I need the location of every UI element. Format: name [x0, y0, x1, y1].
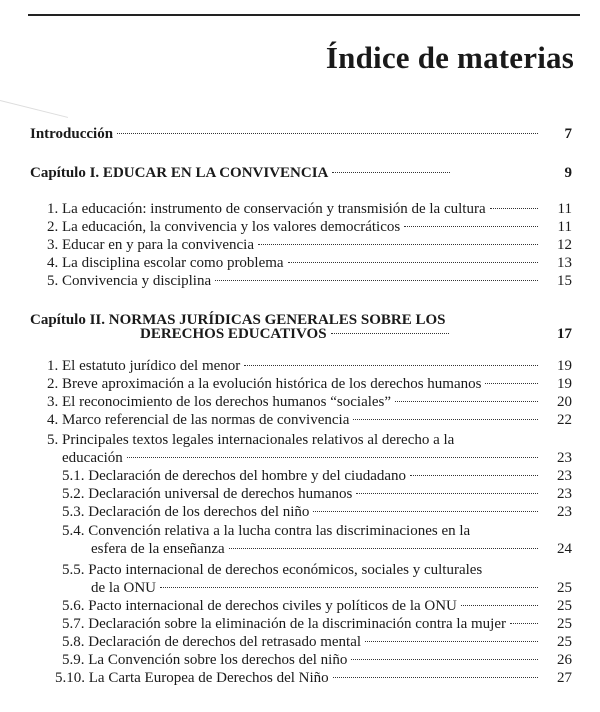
toc-entry-text: 5.3. Declaración de los derechos del niño — [62, 504, 310, 520]
leader-dots — [461, 605, 538, 606]
toc-entry[interactable] — [62, 597, 572, 616]
leader-dots — [127, 457, 538, 458]
leader-dots — [117, 133, 538, 134]
toc-entry-text: 1. El estatuto jurídico del menor — [47, 358, 241, 374]
toc-entry-line1: 5.5. Pacto internacional de derechos económicos, sociales y culturales — [62, 562, 483, 578]
toc-page-number: 26 — [557, 652, 572, 668]
toc-page-number: 24 — [557, 541, 572, 557]
leader-dots — [332, 172, 450, 173]
toc-page-number: 25 — [557, 598, 572, 614]
toc-entry-text: de la ONU — [91, 580, 156, 596]
toc-entry[interactable] — [62, 633, 572, 652]
toc-page-number: 15 — [557, 273, 572, 289]
leader-dots — [313, 511, 538, 512]
toc-page-number: 11 — [557, 219, 572, 235]
toc-page-number: 23 — [557, 504, 572, 520]
leader-dots — [288, 262, 538, 263]
toc-entry-capitulo-2-line1: Capítulo II. NORMAS JURÍDICAS GENERALES SOBRE LOS — [30, 312, 446, 328]
toc-entry-text: 2. La educación, la convivencia y los valores democráticos — [47, 219, 401, 235]
toc-entry[interactable] — [62, 503, 572, 522]
toc-entry-text: 4. Marco referencial de las normas de convivencia — [47, 412, 350, 428]
toc-page-number: 19 — [557, 358, 572, 374]
toc-entry-text: 5. Convivencia y disciplina — [47, 273, 212, 289]
toc-entry[interactable] — [47, 272, 572, 291]
toc-entry[interactable] — [62, 467, 572, 486]
toc-entry[interactable] — [47, 411, 572, 430]
leader-dots — [229, 548, 538, 549]
toc-entry-text: 5.9. La Convención sobre los derechos del niño — [62, 652, 348, 668]
toc-entry-text: 5.1. Declaración de derechos del hombre y del ciudadano — [62, 468, 407, 484]
toc-entry[interactable] — [62, 485, 572, 504]
leader-dots — [410, 475, 538, 476]
toc-page-number: 12 — [557, 237, 572, 253]
toc-entry-text: Capítulo I. EDUCAR EN LA CONVIVENCIA — [30, 165, 329, 181]
leader-dots — [333, 677, 538, 678]
leader-dots — [356, 493, 538, 494]
toc-entry[interactable] — [91, 579, 572, 598]
page-title: Índice de materias — [325, 40, 574, 75]
toc-page-number: 22 — [557, 412, 572, 428]
leader-dots — [510, 623, 538, 624]
toc-page-number: 20 — [557, 394, 572, 410]
leader-dots — [160, 587, 538, 588]
toc-page-number: 25 — [557, 634, 572, 650]
toc-entry-text: 4. La disciplina escolar como problema — [47, 255, 284, 271]
toc-entry[interactable] — [91, 540, 572, 559]
toc-page-number: 23 — [557, 486, 572, 502]
leader-dots — [404, 226, 538, 227]
toc-entry[interactable] — [47, 218, 572, 237]
leader-dots — [395, 401, 538, 402]
leader-dots — [351, 659, 538, 660]
toc-entry[interactable] — [62, 449, 572, 468]
toc-entry[interactable] — [62, 615, 572, 634]
toc-entry-text: 1. La educación: instrumento de conservación y transmisión de la cultura — [47, 201, 486, 217]
toc-entry[interactable] — [47, 254, 572, 273]
leader-dots — [244, 365, 538, 366]
toc-page-number: 17 — [557, 326, 572, 342]
toc-page-number: 19 — [557, 376, 572, 392]
toc-page-number: 7 — [564, 126, 572, 142]
toc-page-number: 25 — [557, 616, 572, 632]
toc-page-number: 27 — [557, 670, 572, 686]
toc-entry[interactable] — [47, 200, 572, 219]
toc-entry[interactable] — [47, 375, 572, 394]
toc-page-number: 11 — [557, 201, 572, 217]
toc-entry-line1: 5. Principales textos legales internacionales relativos al derecho a la — [47, 432, 455, 448]
toc-entry[interactable] — [62, 651, 572, 670]
toc-entry-text: 5.10. La Carta Europea de Derechos del Niño — [55, 670, 329, 686]
toc-page-number: 23 — [557, 450, 572, 466]
toc-entry-line1: 5.4. Convención relativa a la lucha contra las discriminaciones en la — [62, 523, 471, 539]
toc-entry[interactable] — [55, 669, 572, 688]
toc-entry-text: esfera de la enseñanza — [91, 541, 225, 557]
toc-entry-text: 3. Educar en y para la convivencia — [47, 237, 254, 253]
toc-entry[interactable] — [47, 357, 572, 376]
leader-dots — [485, 383, 538, 384]
toc-entry-capitulo-2[interactable] — [140, 325, 572, 344]
leader-dots — [353, 419, 538, 420]
toc-page-number: 13 — [557, 255, 572, 271]
leader-dots — [258, 244, 538, 245]
toc-entry-capitulo-1[interactable] — [30, 164, 572, 183]
leader-dots — [365, 641, 538, 642]
toc-page-number: 9 — [564, 165, 572, 181]
toc-entry-text: 5.7. Declaración sobre la eliminación de la discriminación contra la mujer — [62, 616, 506, 632]
toc-entry-text: DERECHOS EDUCATIVOS — [140, 326, 327, 342]
toc-entry-text: 3. El reconocimiento de los derechos humanos “sociales” — [47, 394, 392, 410]
toc-entry-text: 2. Breve aproximación a la evolución histórica de los derechos humanos — [47, 376, 482, 392]
toc-entry-text: 5.8. Declaración de derechos del retrasado mental — [62, 634, 362, 650]
toc-entry-text: 5.2. Declaración universal de derechos humanos — [62, 486, 353, 502]
toc-entry-text: Introducción — [30, 126, 114, 142]
toc-entry-text: 5.6. Pacto internacional de derechos civiles y políticos de la ONU — [62, 598, 457, 614]
toc-entry-introduccion[interactable] — [30, 125, 572, 144]
leader-dots — [331, 333, 450, 334]
toc-entry[interactable] — [47, 393, 572, 412]
leader-dots — [215, 280, 538, 281]
toc-entry-text: educación — [62, 450, 123, 466]
toc-entry[interactable] — [47, 236, 572, 255]
leader-dots — [490, 208, 538, 209]
toc-page-number: 23 — [557, 468, 572, 484]
toc-page-number: 25 — [557, 580, 572, 596]
